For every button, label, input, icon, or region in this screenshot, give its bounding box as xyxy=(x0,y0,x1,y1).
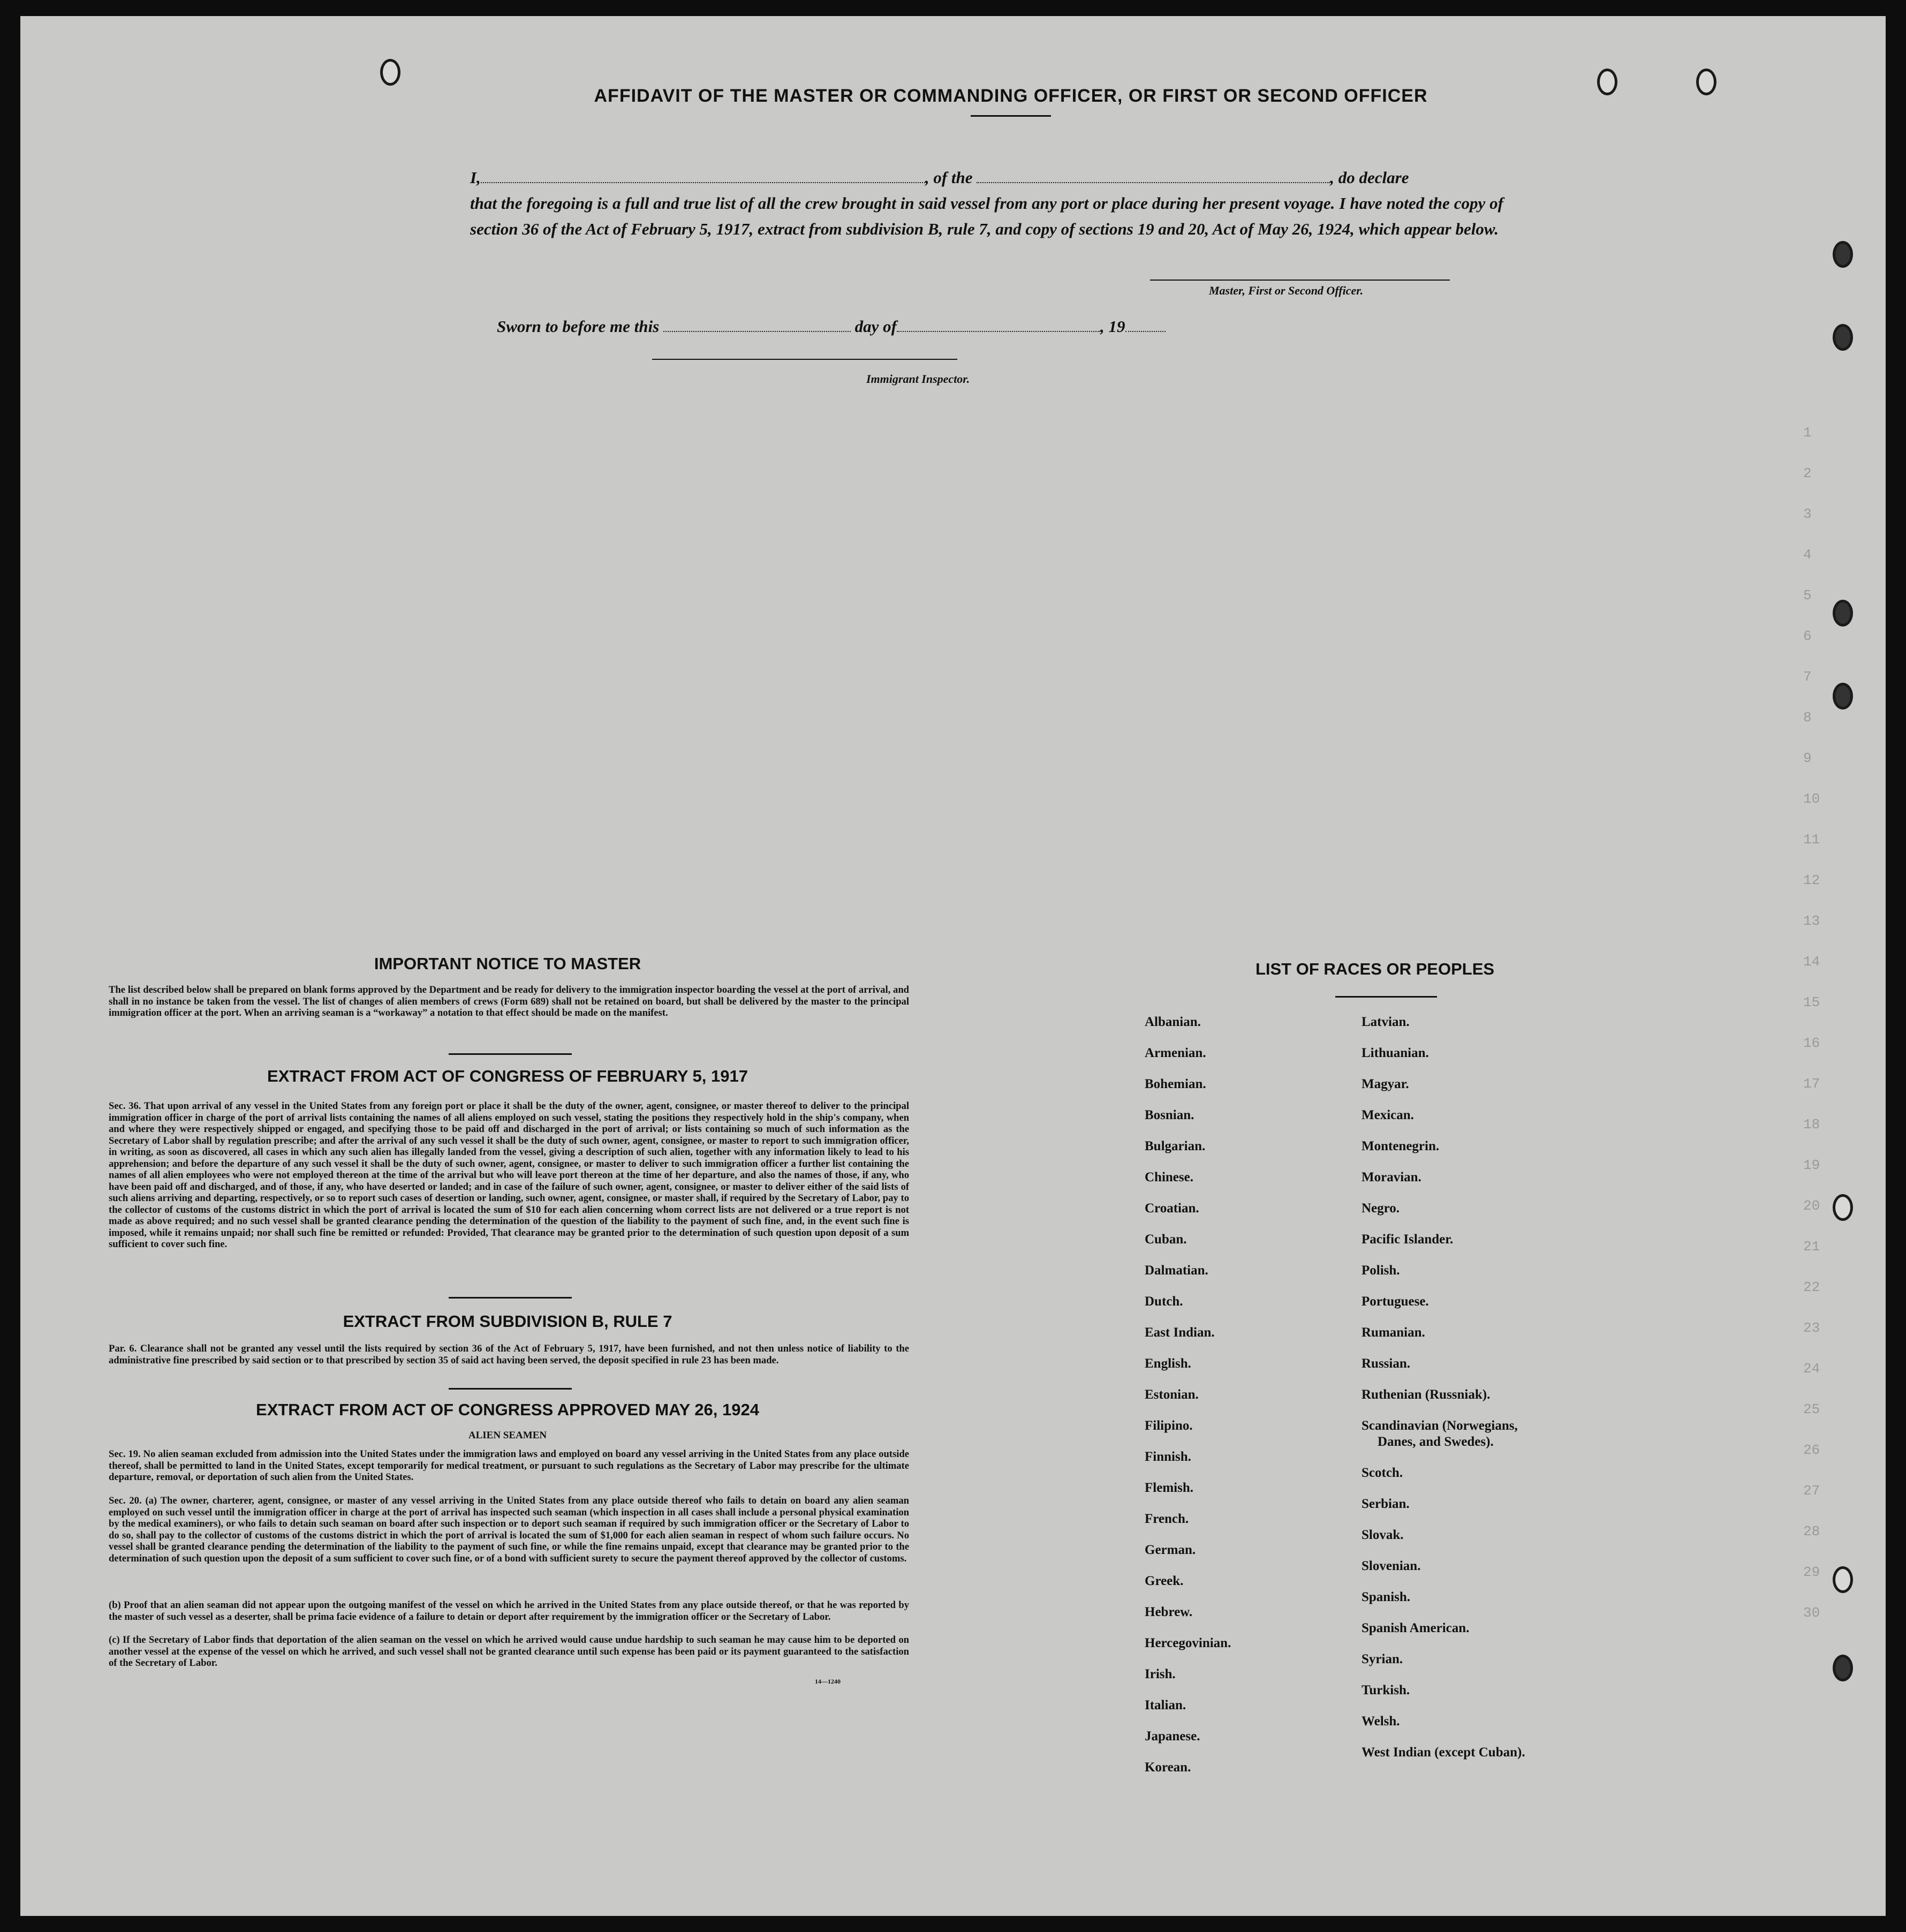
races-left-column xyxy=(1145,1007,1231,1783)
sworn-prefix: Sworn to before me this xyxy=(497,317,660,336)
race-item: Cuban. xyxy=(1145,1232,1187,1247)
punch-hole-right-4 xyxy=(1833,683,1853,710)
race-item: Dalmatian. xyxy=(1145,1263,1208,1278)
race-item: Spanish. xyxy=(1362,1590,1411,1604)
extract-1924-sec20c: (c) If the Secretary of Labor finds that deportation of the alien seaman on the vessel on which he arrived would cause undue hardship to such seaman he may cause him to be deported on another vessel at the expense of the vessel on which he arrived, and such vessel shall not be granted clearance until such expense has been paid or its payment guaranteed to the satisfaction of the Secretary of Labor. xyxy=(109,1634,909,1669)
race-item: Ruthenian (Russniak). xyxy=(1362,1387,1491,1402)
extract-1924-sec19: Sec. 19. No alien seaman excluded from admission into the United States under the immigration laws and employed on board any vessel arriving in the United States from any place outside thereof, shall be permitted to land in the United States, except temporarily for medical treatment, or pursuant to such regulations as the Secretary of Labor may prescribe for the ultimate departure, removal, or deportation of such alien from the United States. xyxy=(109,1448,909,1483)
extract-1924-subtitle: ALIEN SEAMEN xyxy=(468,1430,547,1441)
notice-title: IMPORTANT NOTICE TO MASTER xyxy=(374,954,641,973)
races-right-column xyxy=(1362,1007,1525,1768)
race-item: Pacific Islander. xyxy=(1362,1232,1454,1247)
race-item: Korean. xyxy=(1145,1760,1191,1775)
master-signature-label: Master, First or Second Officer. xyxy=(1209,284,1364,297)
race-item: French. xyxy=(1145,1512,1189,1526)
race-item: East Indian. xyxy=(1145,1325,1215,1340)
race-item: English. xyxy=(1145,1356,1191,1371)
sworn-day-blank[interactable] xyxy=(663,316,851,332)
affidavit-title-rule xyxy=(971,115,1051,117)
race-item: Slovenian. xyxy=(1362,1559,1421,1573)
race-item: Lithuanian. xyxy=(1362,1046,1429,1060)
race-item: Syrian. xyxy=(1362,1652,1403,1666)
race-item: Greek. xyxy=(1145,1574,1184,1588)
race-item: Latvian. xyxy=(1362,1015,1410,1029)
affidavit-do-declare: , do declare xyxy=(1330,168,1409,187)
extract-1917-rule xyxy=(449,1297,572,1299)
race-item: Russian. xyxy=(1362,1356,1411,1371)
punch-hole-top-right-2 xyxy=(1696,69,1716,95)
document-page xyxy=(20,16,1886,1916)
punch-hole-top-right-1 xyxy=(1597,69,1617,95)
affidavit-of-the: , of the xyxy=(925,168,973,187)
punch-hole-right-2 xyxy=(1833,324,1853,351)
race-item: Turkish. xyxy=(1362,1683,1410,1697)
punch-hole-right-3 xyxy=(1833,600,1853,627)
race-item: Chinese. xyxy=(1145,1170,1193,1184)
sworn-year-prefix: , 19 xyxy=(1100,317,1125,336)
race-item: Negro. xyxy=(1362,1201,1400,1216)
name-blank[interactable] xyxy=(481,167,925,183)
extract-1917-title: EXTRACT FROM ACT OF CONGRESS OF FEBRUARY 5, 1917 xyxy=(267,1067,748,1085)
notice-rule xyxy=(449,1053,572,1055)
race-item: Slovak. xyxy=(1362,1528,1404,1542)
affidavit-i: I, xyxy=(470,168,481,187)
race-item: Bulgarian. xyxy=(1145,1139,1206,1153)
race-item: Estonian. xyxy=(1145,1387,1199,1402)
race-item: Italian. xyxy=(1145,1698,1186,1712)
race-item: Hebrew. xyxy=(1145,1605,1193,1619)
extract-1924-title: EXTRACT FROM ACT OF CONGRESS APPROVED MAY 26, 1924 xyxy=(256,1400,759,1419)
race-item: Japanese. xyxy=(1145,1729,1200,1744)
form-number: 14—1240 xyxy=(815,1678,841,1685)
master-signature-line[interactable] xyxy=(1150,280,1450,281)
sworn-month-blank[interactable] xyxy=(897,316,1100,332)
subdivision-b-title: EXTRACT FROM SUBDIVISION B, RULE 7 xyxy=(343,1312,672,1331)
race-item: German. xyxy=(1145,1543,1196,1557)
race-item: Montenegrin. xyxy=(1362,1139,1440,1153)
race-item: Moravian. xyxy=(1362,1170,1421,1184)
punch-hole-right-1 xyxy=(1833,241,1853,268)
punch-hole-right-6 xyxy=(1833,1566,1853,1593)
race-item: Finnish. xyxy=(1145,1450,1191,1464)
race-item: Spanish American. xyxy=(1362,1621,1470,1635)
race-item: Croatian. xyxy=(1145,1201,1199,1216)
extract-1924-sec20a: Sec. 20. (a) The owner, charterer, agent, consignee, or master of any vessel arriving in the United States from any place outside thereof who fails to detain on board any alien seaman employed on such vessel until the immigration officer in charge at the port of arrival has inspected such seaman (which inspection in all cases shall include a personal physical examination by the medical examiners), or who fails to detain such seaman on board after such inspection or to deport such seaman if required by such immigration officer or the Secretary of Labor to do so, shall pay to the collector of customs of the customs district in which the port of arrival is located the sum of $1,000 for each alien seaman in respect of whom such failure occurs. No vessel shall be granted clearance pending the determination of the liability to the payment of such fine, or while the fine remains unpaid, except that clearance may be granted prior to the determination of such question upon the deposit of a sum sufficient to cover such fine, or of a bond with sufficient surety to secure the payment thereof approved by the collector of customs. xyxy=(109,1495,909,1564)
bleed-through-row-numbers: 1 2 3 4 5 6 7 8 9 10 11 12 13 14 15 16 17 18 19 20 21 22 23 24 25 26 27 28 29 30 xyxy=(1803,425,1820,1621)
race-item: Dutch. xyxy=(1145,1294,1183,1309)
race-item: Polish. xyxy=(1362,1263,1400,1278)
race-item: Danes, and Swedes). xyxy=(1378,1435,1494,1449)
race-item: Rumanian. xyxy=(1362,1325,1425,1340)
race-item: Albanian. xyxy=(1145,1015,1201,1029)
race-item: Irish. xyxy=(1145,1667,1176,1681)
affidavit-title: AFFIDAVIT OF THE MASTER OR COMMANDING OFFICER, OR FIRST OR SECOND OFFICER xyxy=(594,86,1428,106)
subdivision-b-text: Par. 6. Clearance shall not be granted any vessel until the lists required by section 36 of the Act of February 5, 1917, have been furnished, and not then unless notice of liability to the administrative fine prescribed by said section or to that prescribed by section 35 of said act having been served, the deposit specified in rule 23 has been made. xyxy=(109,1343,909,1366)
race-item: Portuguese. xyxy=(1362,1294,1429,1309)
race-item: Mexican. xyxy=(1362,1108,1414,1122)
race-item: Serbian. xyxy=(1362,1497,1410,1511)
sworn-year-blank[interactable] xyxy=(1125,316,1166,332)
race-item: Bosnian. xyxy=(1145,1108,1194,1122)
race-item: Magyar. xyxy=(1362,1077,1409,1091)
vessel-blank[interactable] xyxy=(977,167,1330,183)
race-item: Armenian. xyxy=(1145,1046,1206,1060)
punch-hole-right-5 xyxy=(1833,1194,1853,1221)
subdivision-b-rule xyxy=(449,1388,572,1390)
extract-1917-text: Sec. 36. That upon arrival of any vessel in the United States from any foreign port or place it shall be the duty of the owner, agent, consignee, or master thereof to deliver to the principal immigration officer in charge of the port of arrival lists containing the names of all aliens employed on such vessel, stating the positions they respectively hold in the ship's company, when and where they were respectively shipped or engaged, and specifying those to be paid off and discharged in the port of arrival; or lists containing so much of such information as the Secretary of Labor shall by regulation prescribe; and after the arrival of any such vessel it shall be the duty of such owner, agent, consignee, or master to report to such immigration officer, in writing, as soon as discovered, all cases in which any such alien has illegally landed from the vessel, giving a description of such alien, together with any information likely to lead to his apprehension; and before the departure of any such vessel it shall be the duty of such owner, agent, consignee, or master to deliver to such immigration officer a further list containing the names of all alien employees who were not employed thereon at the time of the arrival but who will leave port thereon at the time of her departure, and also the names of those, if any, who have been paid off and discharged, and of those, if any, who have deserted or landed; and in case of the failure of such owner, agent, consignee, or master to deliver either of the said lists of such aliens arriving and departing, respectively, or so to report such cases of desertion or landing, such owner, agent, consignee, or master shall, if required by the Secretary of Labor, pay to the collector of customs of the customs district in which the port of arrival is located the sum of $10 for each alien concerning whom correct lists are not delivered or a true report is not made as above required; and no such vessel shall be granted clearance pending the determination of the question of the liability to the payment of such fine, and, in the event such fine is imposed, while it remains unpaid; nor shall such fine be remitted or refunded: Provided, That clearance may be granted prior to the determination of such question upon deposit of a sum sufficient to cover such fine. xyxy=(109,1100,909,1250)
notice-text: The list described below shall be prepared on blank forms approved by the Department and be ready for delivery to the immigration inspector boarding the vessel at the port of arrival, and shall in no instance be taken from the vessel. The list of changes of alien members of crews (Form 689) shall not be retained on board, but shall be delivered by the master to the principal immigration officer at the port. When an arriving seaman is a “workaway” a notation to that effect should be made on the manifest. xyxy=(109,984,909,1018)
race-item: Flemish. xyxy=(1145,1481,1193,1495)
race-item: Welsh. xyxy=(1362,1714,1400,1729)
sworn-day-of: day of xyxy=(854,317,897,336)
sworn-line xyxy=(497,316,1246,336)
race-item: Scandinavian (Norwegians, xyxy=(1362,1418,1518,1433)
punch-hole-right-7 xyxy=(1833,1655,1853,1681)
races-rule xyxy=(1335,996,1437,998)
races-title: LIST OF RACES OR PEOPLES xyxy=(1255,960,1495,978)
race-item: West Indian (except Cuban). xyxy=(1362,1745,1525,1760)
inspector-signature-label: Immigrant Inspector. xyxy=(866,372,970,386)
affidavit-body xyxy=(470,165,1503,242)
inspector-signature-line[interactable] xyxy=(652,359,957,360)
race-item: Scotch. xyxy=(1362,1466,1403,1480)
affidavit-first-line xyxy=(470,165,1503,191)
race-item: Bohemian. xyxy=(1145,1077,1206,1091)
extract-1924-sec20b: (b) Proof that an alien seaman did not appear upon the outgoing manifest of the vessel on which he arrived in the United States from any place outside thereof, or that he was reported by the master of such vessel as a deserter, shall be prima facie evidence of a failure to detain or deport after requirement by the immigration officer or the Secretary of Labor. xyxy=(109,1599,909,1622)
affidavit-declaration: that the foregoing is a full and true list of all the crew brought in said vessel from any port or place during her present voyage. I have noted the copy of section 36 of the Act of February 5, 1917, extract from subdivision B, rule 7, and copy of sections 19 and 20, Act of May 26, 1924, which appear below. xyxy=(470,194,1503,238)
race-item: Hercegovinian. xyxy=(1145,1636,1231,1650)
race-item: Filipino. xyxy=(1145,1418,1193,1433)
punch-hole-top-left xyxy=(380,59,400,86)
